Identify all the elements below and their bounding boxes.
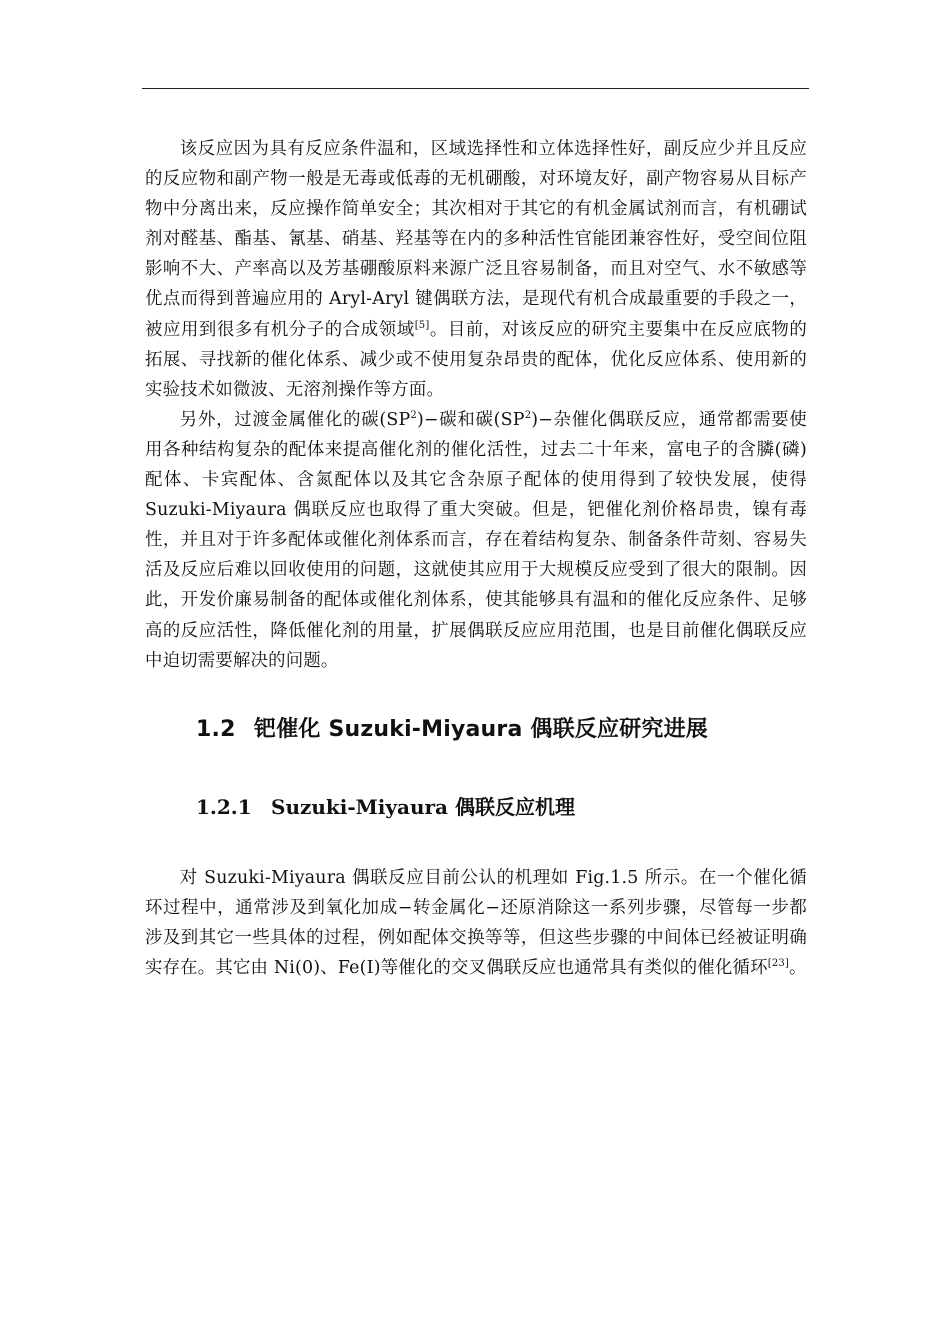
section-title: Suzuki-Miyaura 偶联反应机理	[271, 794, 575, 819]
superscript: 2	[524, 410, 532, 422]
section-title: 钯催化 Suzuki-Miyaura 偶联反应研究进展	[254, 716, 708, 742]
section-heading-1-2	[196, 715, 807, 745]
spacer	[145, 822, 807, 863]
header-rule	[142, 88, 809, 89]
paragraph-mechanism	[145, 863, 807, 983]
paragraph-text: 该反应因为具有反应条件温和，区域选择性和立体选择性好，副反应少并且反应的反应物和副产物一般是无毒或低毒的无机硼酸，对环境友好，副产物容易从目标产物中分离出来，反应操作简单安全；其次相对于其它的有机金属试剂而言，有机硼试剂对醛基、酯基、氰基、硝基、羟基等在内的多种活性官能团兼容性好，受空间位阻影响不大、产率高以及芳基硼酸原料来源广泛且容易制备，而且对空气、水不敏感等优点而得到普遍应用的 Aryl-Aryl 键偶联方法，是现代有机合成最重要的手段之一，被应用到很多有机分子的合成领域	[145, 139, 807, 340]
paragraph-reaction-advantages	[145, 134, 807, 405]
paragraph-text: 对 Suzuki-Miyaura 偶联反应目前公认的机理如 Fig.1.5 所示。在一个催化循环过程中，通常涉及到氧化加成−转金属化−还原消除这一系列步骤，尽管每一步都涉及到其它一些具体的过程，例如配体交换等等，但这些步骤的中间体已经被证明确实存在。其它由 Ni(0)、Fe(I)等催化的交叉偶联反应也通常具有类似的催化循环	[145, 867, 807, 978]
paragraph-text: )−碳和碳(SP	[416, 409, 525, 430]
section-number: 1.2.1	[196, 794, 252, 819]
section-number: 1.2	[196, 716, 236, 742]
paragraph-ligand-challenges	[145, 405, 807, 676]
document-body	[145, 134, 807, 983]
citation-ref: [23]	[767, 958, 790, 970]
citation-ref: [5]	[414, 319, 430, 331]
paragraph-text: 。目前，对该反应的研究主要集中在反应底物的拓展、寻找新的催化体系、减少或不使用复杂昂贵的配体，优化反应体系、使用新的实验技术如微波、无溶剂操作等方面。	[145, 319, 807, 400]
paragraph-text: 另外，过渡金属催化的碳(SP	[179, 409, 411, 430]
section-heading-1-2-1	[196, 792, 807, 822]
paragraph-text: )−杂催化偶联反应，通常都需要使用各种结构复杂的配体来提高催化剂的催化活性，过去二十年来，富电子的含膦(磷)配体、卡宾配体、含氮配体以及其它含杂原子配体的使用得到了较快发展，使得 Suzuki-Miyaura 偶联反应也取得了重大突破。但是，钯催化剂价格昂贵，镍有毒性，并且对于许多配体或催化剂体系而言，存在着结构复杂、制备条件苛刻、容易失活及反应后难以回收使用的问题，这就使其应用于大规模反应受到了很大的限制。因此，开发价廉易制备的配体或催化剂体系，使其能够具有温和的催化反应条件、足够高的反应活性，降低催化剂的用量，扩展偶联反应应用范围，也是目前催化偶联反应中迫切需要解决的问题。	[145, 409, 808, 671]
superscript: 2	[410, 410, 417, 422]
paragraph-text: 。	[789, 957, 807, 978]
